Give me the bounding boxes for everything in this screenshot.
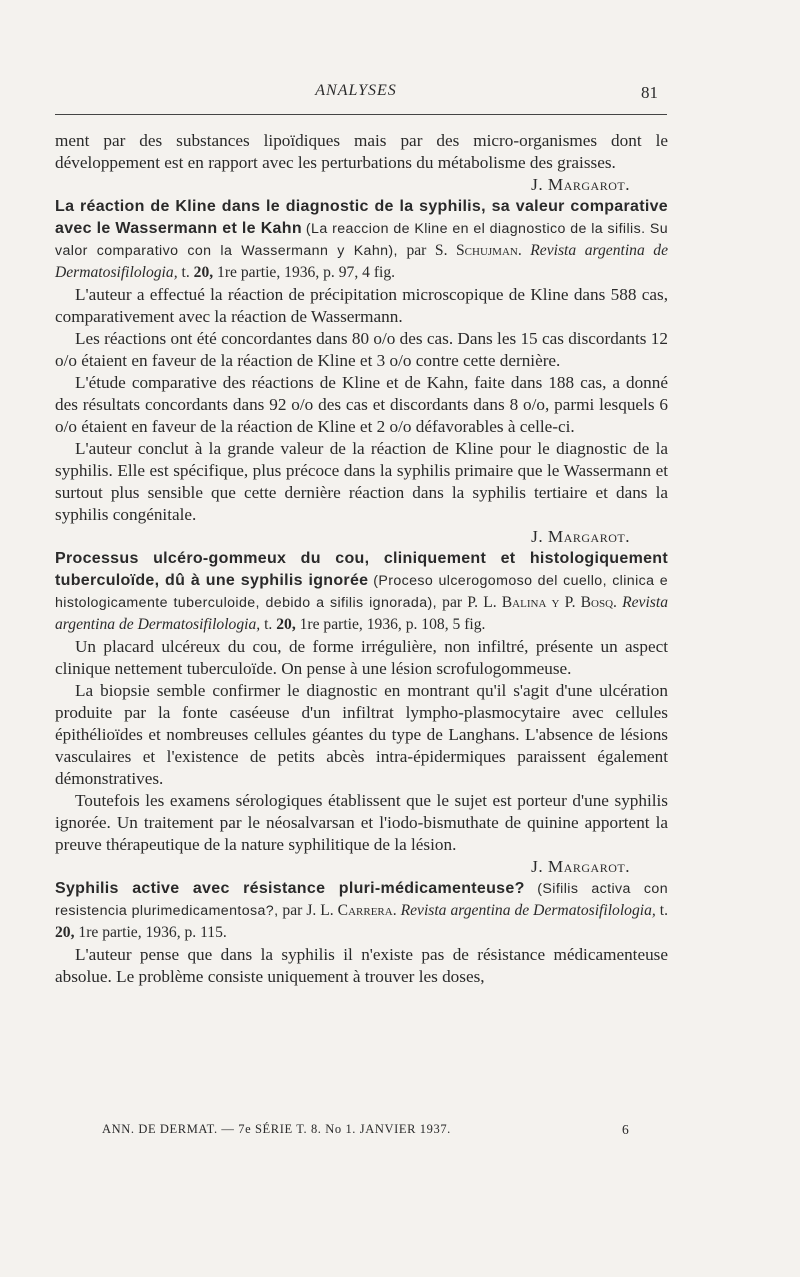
article-1-subtitle: (La reaccion de Kline en el diagnostico de la sifilis. Su valor comparativo con la Wassermann y Kahn), <box>55 221 669 259</box>
signature-mark: 6 <box>622 1122 629 1137</box>
intro-paragraph: ment par des substances lipoïdiques mais par des micro-organismes dont le développement est en rapport avec les perturbations du métabolisme des graisses. <box>55 131 668 172</box>
header-rule <box>55 114 667 115</box>
article-2-title: Processus ulcéro-gommeux du cou, cliniquement et histologiquement tuberculoïde, dû à une syphilis ignorée <box>55 550 668 589</box>
article-1-journal: Revista argentina de Dermatosifilologia, <box>55 242 668 281</box>
article-2-author: P. L. Balina y P. Bosq. <box>467 594 617 611</box>
running-title: ANALYSES <box>315 82 397 99</box>
article-1-title: La réaction de Kline dans le diagnostic de la syphilis, sa valeur comparative avec le Wassermann et le Kahn <box>55 198 668 237</box>
article-2-subtitle: (Proceso ulcerogomoso del cuello, clinica e histologicamente tuberculoide, debido a sifilis ignorada), <box>55 573 668 611</box>
running-header <box>0 82 800 106</box>
article-3-author: J. L. Carrera. <box>306 902 397 919</box>
article-2-paragraph: Toutefois les examens sérologiques établissent que le sujet est porteur d'une syphilis ignorée. Un traitement par le néosalvarsan et l'iodo-bismuthate de quinine apportent la preuve thérapeutique de la nature syphilitique de la lésion. <box>55 791 668 854</box>
article-3-heading: Syphilis active avec résistance pluri-médicamenteuse? (Sifilis activa con resistencia plurimedicamentosa?, par J. L. Carrera. Revista argentina de Dermatosifilologia, t. 20, 1re partie, 1936, p. 115. <box>55 880 668 941</box>
article-3-title: Syphilis active avec résistance pluri-médicamenteuse? <box>55 880 525 897</box>
article-1-paragraph: L'étude comparative des réactions de Kline et de Kahn, faite dans 188 cas, a donné des résultats concordants dans 92 o/o des cas et discordants dans 8 o/o, parmi lesquels 6 o/o étaient en faveur de la réaction de Kline et 2 o/o défavorables à celle-ci. <box>55 373 668 436</box>
article-1-paragraph: L'auteur conclut à la grande valeur de la réaction de Kline pour le diagnostic de la syphilis. Elle est spécifique, plus précoce dans la syphilis primaire que le Wassermann et surtout plus sensible que cette dernière réaction dans la syphilis tertiaire et dans la syphilis congénitale. <box>55 439 668 524</box>
page-footer: ANN. DE DERMAT. — 7e SÉRIE T. 8. No 1. JANVIER 1937. <box>102 1122 451 1136</box>
article-2-heading: Processus ulcéro-gommeux du cou, cliniquement et histologiquement tuberculoïde, dû à une syphilis ignorée (Proceso ulcerogomoso del cuello, clinica e histologicamente tuberculoide, debido a sifilis ignorada), par P. L. Balina y P. Bosq. Revista argentina de Dermatosifilologia, t. 20, 1re partie, 1936, p. 108, 5 fig. <box>55 550 668 633</box>
article-1-author: S. Schujman. <box>434 242 522 259</box>
page-body <box>55 130 668 988</box>
article-2-paragraph: Un placard ulcéreux du cou, de forme irrégulière, non infiltré, présente un aspect clinique nettement tuberculoïde. On pense à une lésion scrofulogommeuse. <box>55 637 668 678</box>
article-1-paragraph: L'auteur a effectué la réaction de précipitation microscopique de Kline dans 588 cas, comparativement avec la réaction de Wassermann. <box>55 285 668 326</box>
article-3-subtitle: (Sifilis activa con resistencia plurimedicamentosa?, <box>55 881 668 919</box>
article-3-journal: Revista argentina de Dermatosifilologia, <box>400 902 656 919</box>
article-2-journal: Revista argentina de Dermatosifilologia, <box>55 594 668 633</box>
article-1-paragraph: Les réactions ont été concordantes dans 80 o/o des cas. Dans les 15 cas discordants 12 o/o étaient en faveur de la réaction de Kline et 3 o/o contre cette dernière. <box>55 329 668 370</box>
article-2-signature: J. Margarot. <box>531 857 630 876</box>
article-3-paragraph: L'auteur pense que dans la syphilis il n'existe pas de résistance médicamenteuse absolue. Le problème consiste uniquement à trouver les doses, <box>55 945 668 986</box>
page-number: 81 <box>641 83 658 102</box>
article-1-heading: La réaction de Kline dans le diagnostic de la syphilis, sa valeur comparative avec le Wassermann et le Kahn (La reaccion de Kline en el diagnostico de la sifilis. Su valor comparativo con la Wassermann y Kahn), par S. Schujman. Revista argentina de Dermatosifilologia, t. 20, 1re partie, 1936, p. 97, 4 fig. <box>55 198 669 281</box>
article-1-signature: J. Margarot. <box>531 527 630 546</box>
intro-signature: J. Margarot. <box>531 175 630 194</box>
article-2-paragraph: La biopsie semble confirmer le diagnostic en montrant qu'il s'agit d'une ulcération produite par la fonte caséeuse d'un infiltrat lympho-plasmocytaire avec cellules épithélioïdes et nombreuses cellules géantes du type de Langhans. L'absence de lésions vasculaires et l'existence de petits abcès intra-épidermiques paraissent également démonstratives. <box>55 681 668 788</box>
